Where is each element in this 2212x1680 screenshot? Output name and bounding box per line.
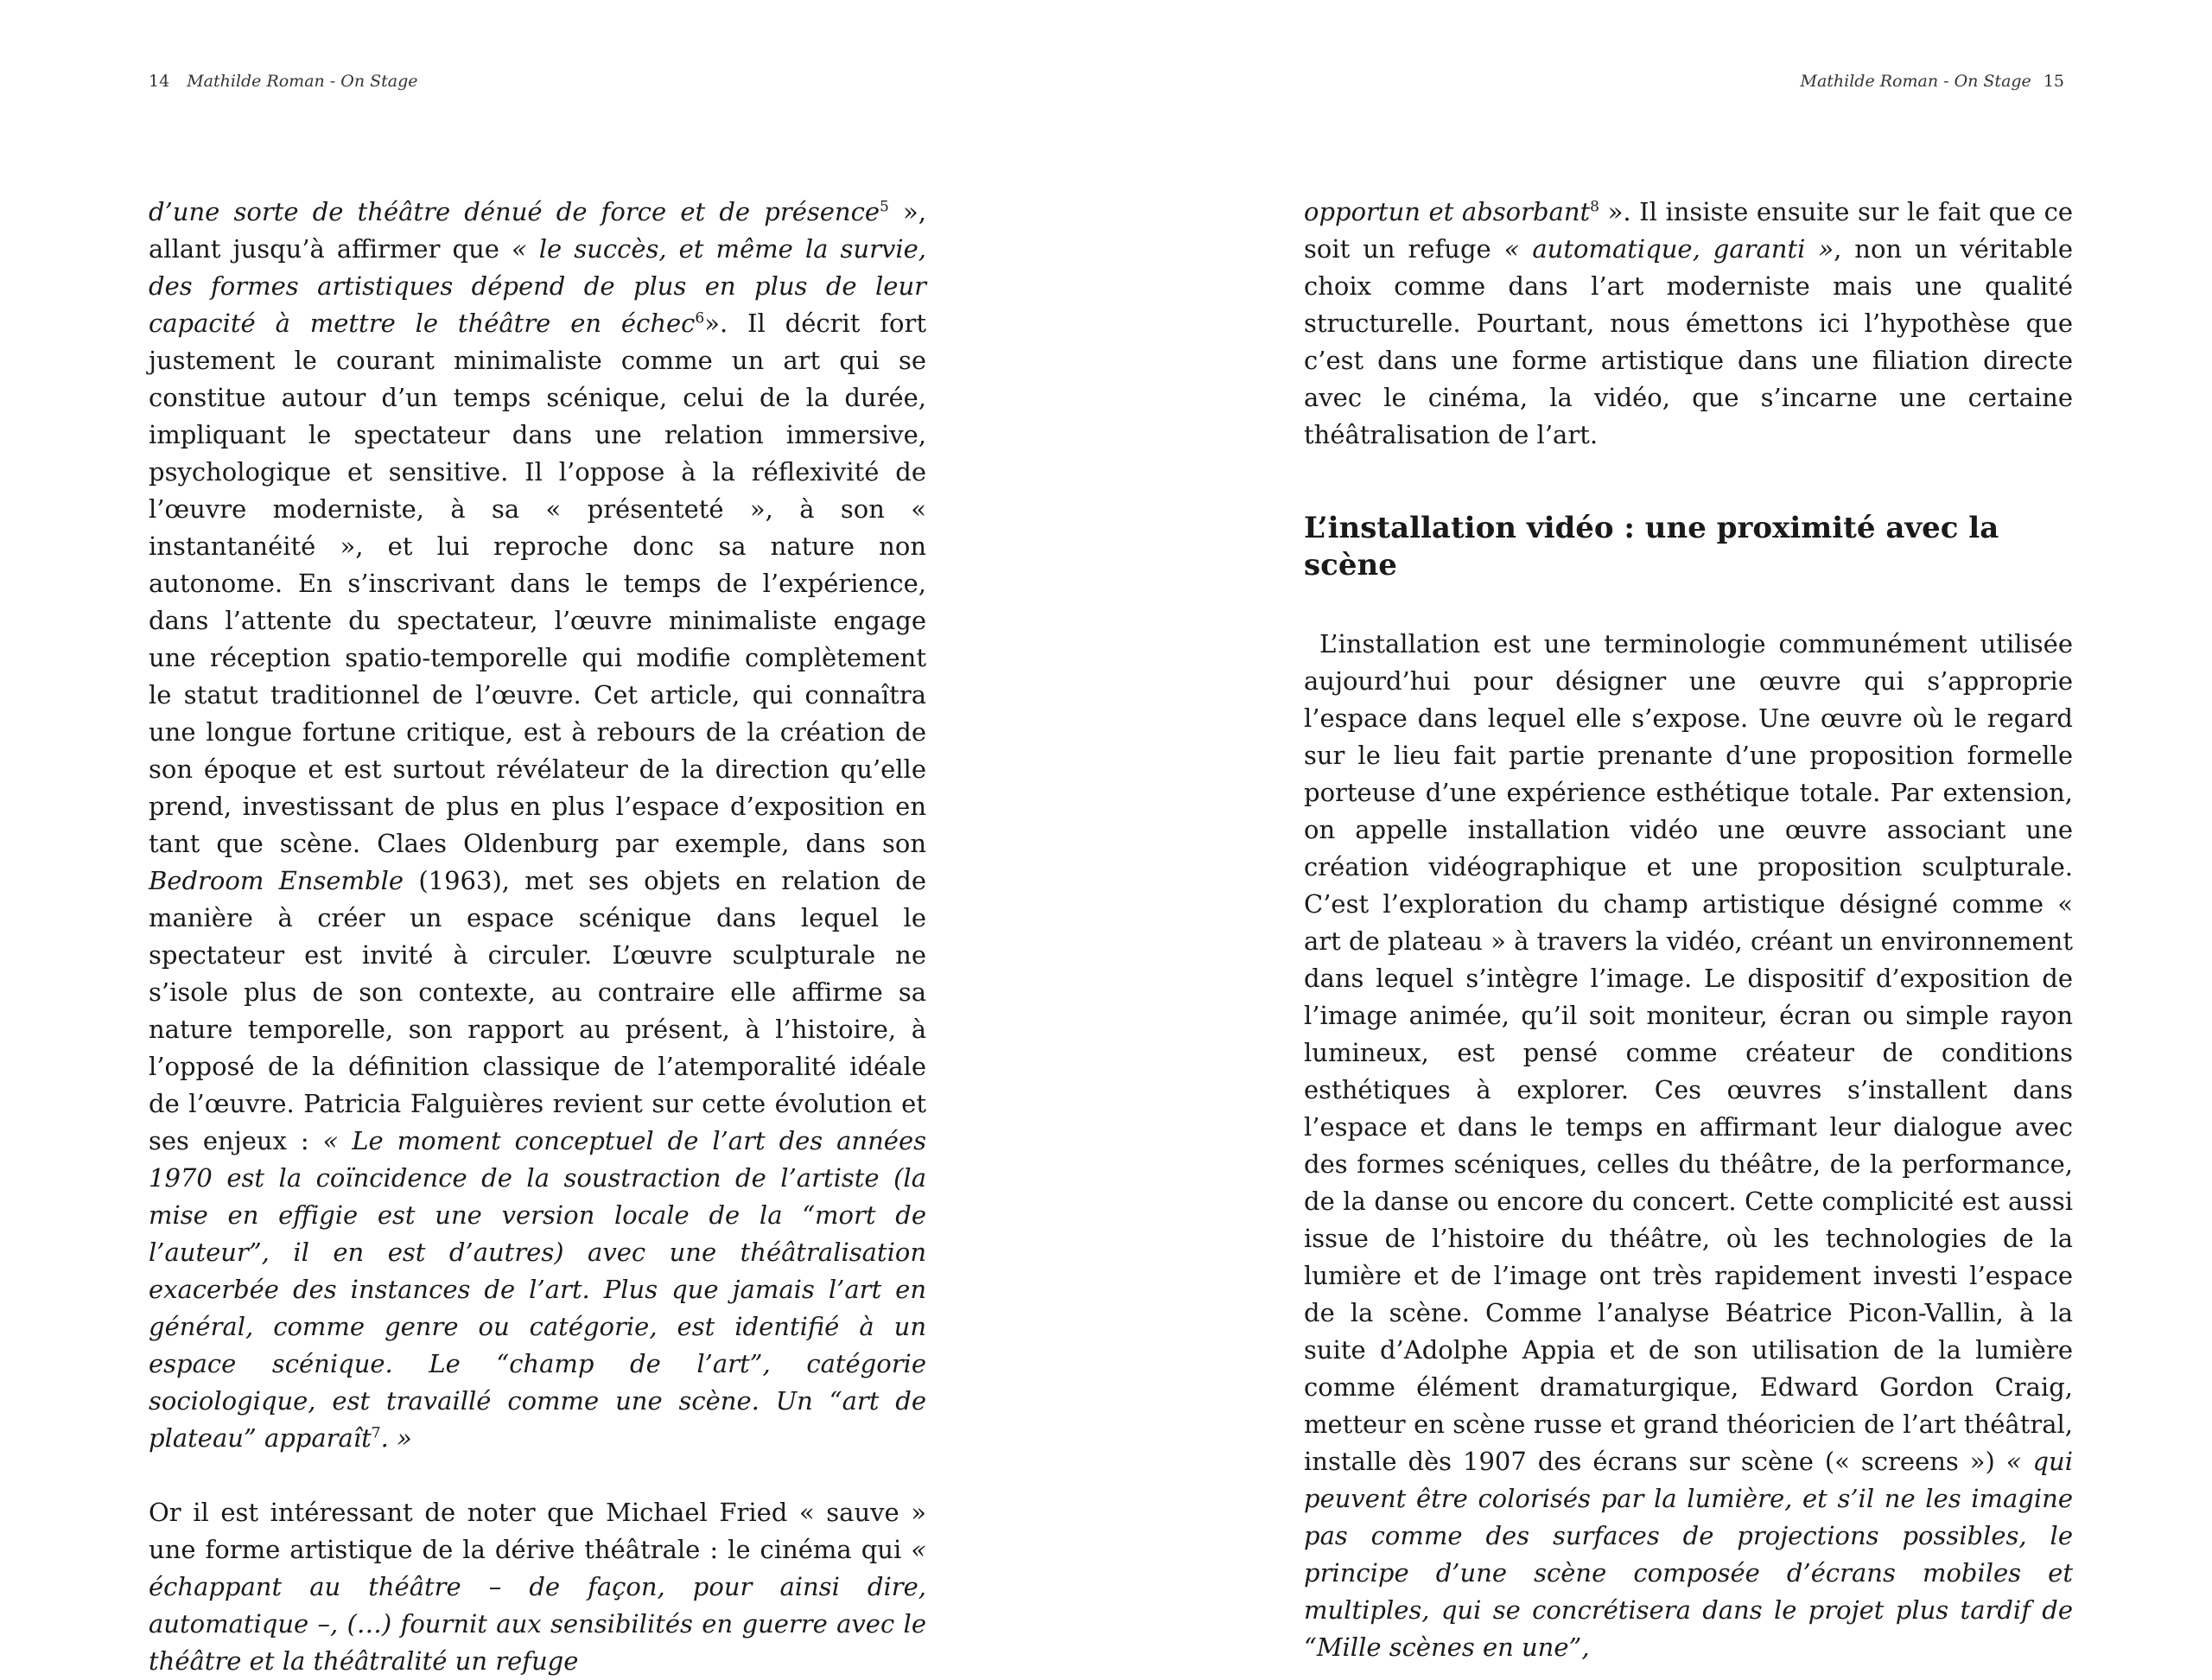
footnote-marker: 8	[1590, 198, 1599, 216]
paragraph	[1304, 194, 2073, 454]
body-text-left	[149, 194, 926, 1680]
body-text-right	[1304, 194, 2073, 1666]
italic-text-run: opportun et absorbant	[1304, 197, 1591, 226]
italic-text-run: « automatique, garanti »	[1503, 234, 1834, 264]
text-run: (1963), met ses objets en relation de manière à créer un espace scénique dans lequel le spectateur est invité à circuler. L’œuvre sculpturale ne s’isole plus de son contexte, au contraire elle affirme sa nature temporelle, son rapport au présent, à l’histoire, à l’opposé de la définition classique de l’atemporalité idéale de l’œuvre. Patricia Falguières revient sur cette évolution et ses enjeux :	[149, 866, 926, 1155]
paragraph	[149, 1494, 926, 1680]
footnote-marker: 5	[880, 198, 889, 216]
text-run: , non un véritable choix comme dans l’art moderniste mais une qualité structurelle. Pourtant, nous émettons ici l’hypothèse que c’est dans une forme artistique dans une filiation directe avec le cinéma, la vidéo, que s’incarne une certaine théâtralisation de l’art.	[1304, 234, 2073, 449]
text-run: L’installation est une terminologie communément utilisée aujourd’hui pour désigner une œuvre qui s’approprie l’espace dans lequel elle s’expose. Une œuvre où le regard sur le lieu fait partie prenante d’une proposition formelle porteuse d’une expérience esthétique totale. Par extension, on appelle installation vidéo une œuvre associant une création vidéographique et une proposition sculpturale. C’est l’exploration du champ artistique désigné comme « art de plateau » à travers la vidéo, créant un environnement dans lequel s’intègre l’image. Le dispositif d’exposition de l’image animée, qu’il soit moniteur, écran ou simple rayon lumineux, est pensé comme créateur de conditions esthétiques à explorer. Ces œuvres s’installent dans l’espace et dans le temps en affirmant leur dialogue avec des formes scéniques, celles du théâtre, de la performance, de la danse ou encore du concert. Cette complicité est aussi issue de l’histoire du théâtre, où les technologies de la lumière et de l’image ont très rapidement investi l’espace de la scène. Comme l’analyse Béatrice Picon-Vallin, à la suite d’Adolphe Appia et de son utilisation de la lumière comme élément dramaturgique, Edward Gordon Craig, metteur en scène russe et grand théoricien de l’art théâtral, installe dès 1907 des écrans sur scène (« screens »)	[1304, 629, 2073, 1476]
italic-text-run: Bedroom Ensemble	[149, 866, 404, 895]
running-header-right	[1800, 72, 2064, 91]
paragraph	[149, 194, 926, 1457]
italic-text-run: « Le moment conceptuel de l’art des années 1970 est la coïncidence de la soustraction de l’artiste (la mise en effigie est une version locale de la “mort de l’auteur”, il en est d’autres) avec une théâtralisation exacerbée des instances de l’art. Plus que jamais l’art en général, comme genre ou catégorie, est identifié à un espace scénique. Le “champ de l’art”, catégorie sociologique, est travaillé comme une scène. Un “art de plateau” apparaît	[149, 1126, 926, 1453]
italic-text-run: d’une sorte de théâtre dénué de force et de présence	[149, 197, 880, 226]
running-header-left	[149, 72, 418, 91]
footnote-marker: 7	[371, 1424, 381, 1442]
italic-text-run: . »	[380, 1423, 412, 1453]
right-page	[1106, 0, 2212, 1662]
italic-text-run: « le succès, et même la survie, des formes artistiques dépend de plus en plus de leur capacité à mettre le théâtre en échec	[149, 234, 926, 338]
page-number: 14	[149, 72, 170, 91]
italic-text-run: « échappant au théâtre – de façon, pour ainsi dire, automatique –, (…) fournit aux sensibilités en guerre avec le théâtre et la théâtralité un refuge	[149, 1535, 926, 1676]
section-heading: L’installation vidéo : une proximité avec la scène	[1304, 511, 1999, 582]
running-title: Mathilde Roman - On Stage	[1800, 72, 2031, 91]
text-run: Or il est intéressant de noter que Michael Fried « sauve » une forme artistique de la dérive théâtrale : le cinéma qui	[149, 1498, 926, 1564]
page-number: 15	[2043, 72, 2064, 91]
footnote-marker: 6	[695, 309, 705, 328]
text-run: ». Il décrit fort justement le courant minimaliste comme un art qui se constitue autour d’un temps scénique, celui de la durée, impliquant le spectateur dans une relation immersive, psychologique et sensitive. Il l’oppose à la réflexivité de l’œuvre moderniste, à sa « présenteté », à son « instantanéité », et lui reproche donc sa nature non autonome. En s’inscrivant dans le temps de l’expérience, dans l’attente du spectateur, l’œuvre minimaliste engage une réception spatio-temporelle qui modifie complètement le statut traditionnel de l’œuvre. Cet article, qui connaîtra une longue fortune critique, est à rebours de la création de son époque et est surtout révélateur de la direction qu’elle prend, investissant de plus en plus l’espace d’exposition en tant que scène. Claes Oldenburg par exemple, dans son	[149, 309, 926, 858]
paragraph	[1304, 626, 2073, 1666]
running-title: Mathilde Roman - On Stage	[187, 72, 418, 91]
left-page	[0, 0, 1106, 1676]
italic-text-run: « qui peuvent être colorisés par la lumière, et s’il ne les imagine pas comme des surfaces de projections possibles, le principe d’une scène composée d’écrans mobiles et multiples, qui se concrétisera dans le projet plus tardif de “Mille scènes en une”,	[1304, 1447, 2074, 1662]
text-run: ». Il insiste ensuite sur le fait que ce soit un refuge	[1304, 197, 2073, 264]
text-run: », allant jusqu’à affirmer que	[149, 197, 927, 264]
